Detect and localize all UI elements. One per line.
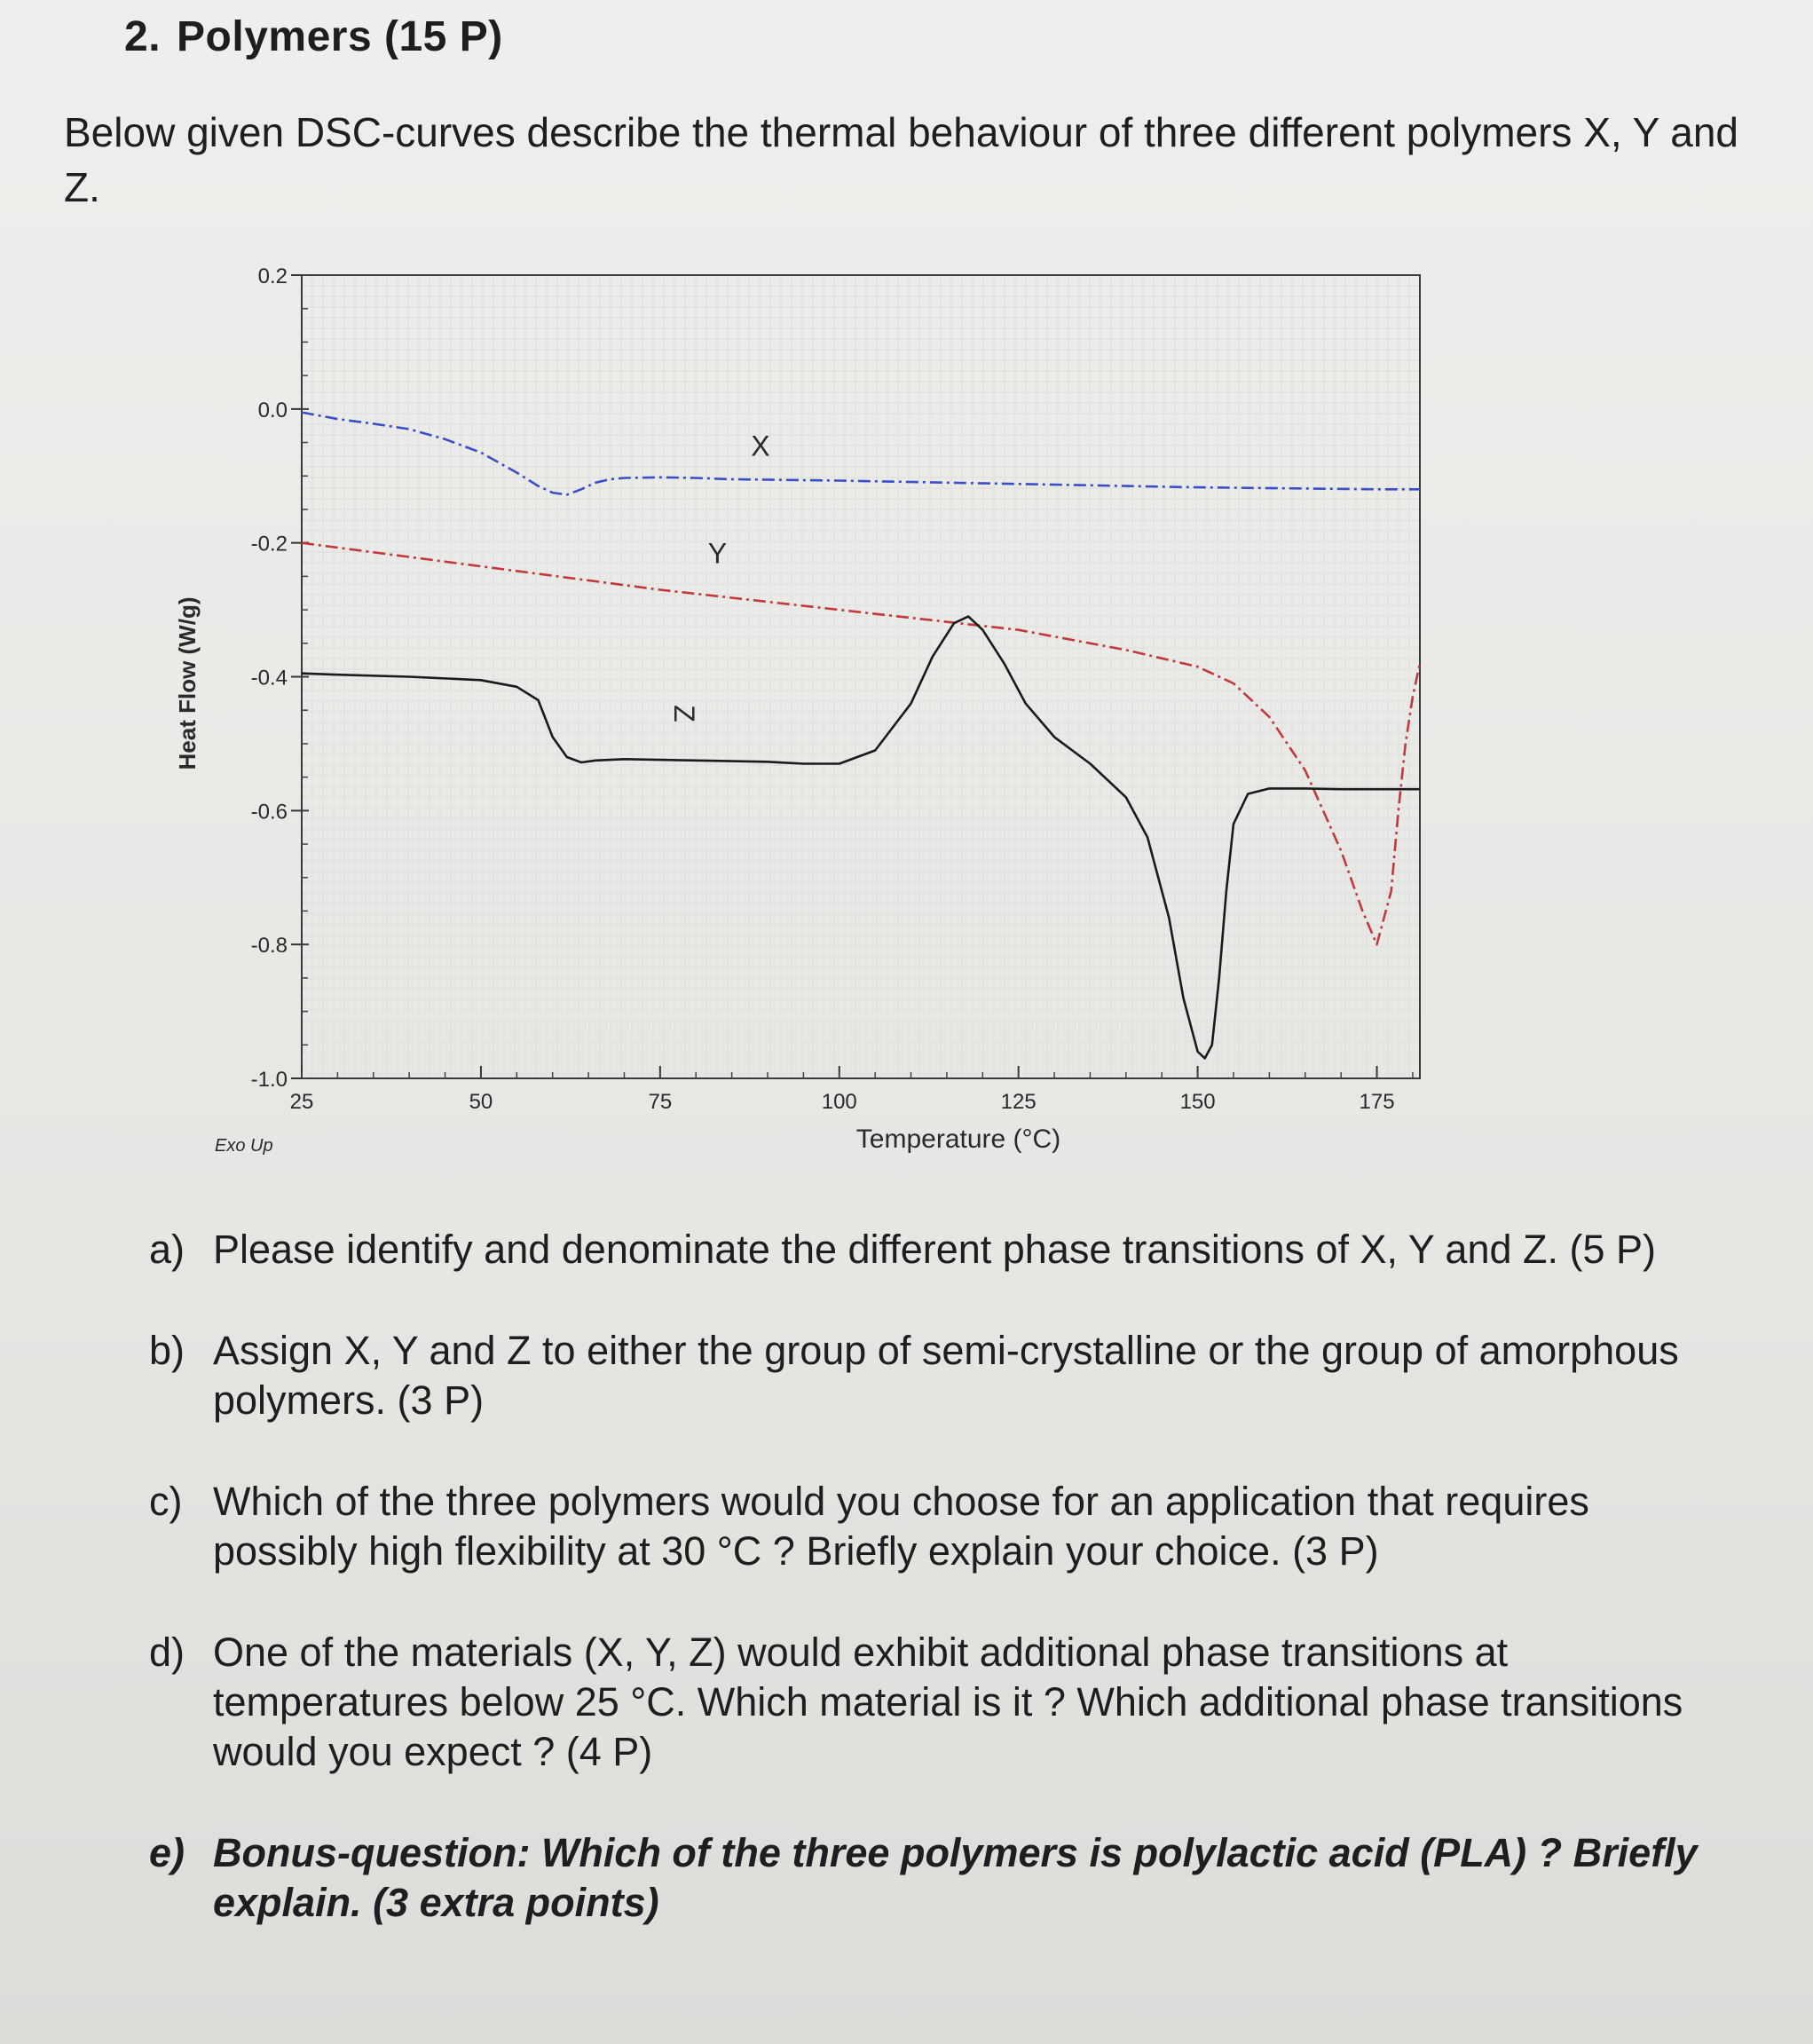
chart-annotations — [668, 430, 770, 722]
x-tick-label: 25 — [289, 1090, 314, 1114]
x-axis-label: Temperature (°C) — [855, 1125, 1061, 1154]
section-heading — [124, 12, 503, 61]
question-item — [142, 1477, 1704, 1576]
y-tick-label: -0.4 — [250, 666, 288, 691]
y-tick-label: 0.0 — [257, 398, 288, 422]
x-tick-label: 50 — [469, 1090, 493, 1114]
question-letter: a) — [149, 1227, 185, 1272]
x-tick-label: 75 — [648, 1090, 673, 1114]
plot-frame — [302, 275, 1420, 1078]
x-tick-label: 150 — [1179, 1090, 1216, 1114]
y-tick-label: -0.8 — [250, 934, 288, 959]
question-letter: e) — [149, 1830, 185, 1875]
question-item — [142, 1326, 1704, 1425]
intro-paragraph: Below given DSC-curves describe the thermal behaviour of three different polymers X, Y and Z. — [64, 109, 1738, 210]
question-letter: d) — [149, 1630, 185, 1675]
y-tick-label: 0.2 — [257, 264, 288, 288]
section-title: Polymers (15 P) — [177, 13, 503, 60]
series-annotation: X — [751, 430, 770, 462]
series-annotation: Y — [707, 537, 728, 570]
x-tick-label: 100 — [821, 1090, 857, 1114]
y-tick-label: -0.2 — [250, 532, 288, 556]
question-text: One of the materials (X, Y, Z) would exhibit additional phase transitions at temperatures below 25 °C. Which material is it ? Which additional phase transitions would you expect ? (4 P) — [213, 1630, 1683, 1774]
question-item — [142, 1628, 1704, 1777]
question-text: Bonus-question: Which of the three polymers is polylactic acid (PLA) ? Briefly explain. (3 extra points) — [213, 1830, 1698, 1925]
y-tick-label: -0.6 — [250, 800, 288, 825]
dsc-chart — [160, 257, 1615, 1189]
x-tick-label: 175 — [1359, 1090, 1395, 1114]
question-text: Assign X, Y and Z to either the group of semi-crystalline or the group of amorphous polymers. (3 P) — [213, 1328, 1679, 1423]
series-line-z — [302, 617, 1420, 1059]
question-letter: c) — [149, 1479, 183, 1524]
question-list — [142, 1225, 1704, 1979]
y-tick-label: -1.0 — [250, 1068, 288, 1092]
series-annotation: Z — [668, 705, 700, 722]
chart-grid — [302, 275, 1420, 1078]
question-letter: b) — [149, 1328, 185, 1373]
exo-up-label: Exo Up — [215, 1136, 273, 1156]
question-item — [142, 1225, 1704, 1275]
y-axis-label: Heat Flow (W/g) — [174, 596, 201, 770]
series-line-x — [302, 413, 1420, 495]
question-text: Which of the three polymers would you choose for an application that requires possibly high flexibility at 30 °C ? Briefly explain your choice. (3 P) — [213, 1479, 1589, 1574]
question-text: Please identify and denominate the different phase transitions of X, Y and Z. (5 P) — [213, 1227, 1657, 1272]
section-number: 2. — [124, 13, 162, 60]
x-tick-label: 125 — [1000, 1090, 1037, 1114]
question-item — [142, 1828, 1704, 1928]
dsc-chart-svg — [160, 257, 1615, 1189]
